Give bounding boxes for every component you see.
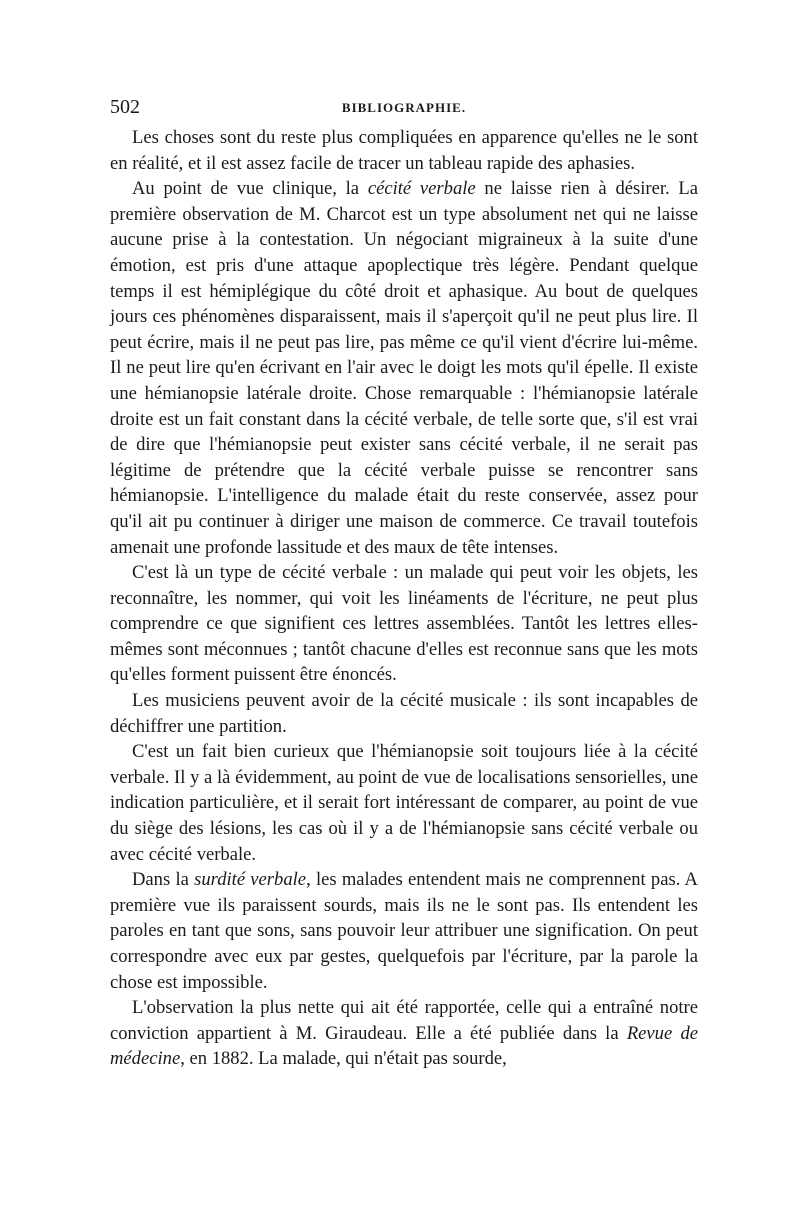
paragraph-text: Au point de vue clinique, la bbox=[132, 178, 368, 200]
paragraph-text: C'est un fait bien curieux que l'hémianopsie soit toujours liée à la cécité verbale. Il y a là évidemment, au point de vue de localisations sensorielles, une indication particulière, et il serait fort intéressant de comparer, au point de vue du siège des lésions, les cas où il y a de l'hémianopsie sans cécité verbale ou avec cécité verbale. bbox=[110, 741, 698, 865]
paragraph-2 bbox=[110, 176, 698, 560]
italic-term-surdite-verbale: surdité verbale bbox=[194, 869, 307, 891]
running-head: BIBLIOGRAPHIE. bbox=[341, 100, 467, 115]
paragraph-text: Les choses sont du reste plus compliquées en apparence qu'elles ne le sont en réalité, et il est assez facile de tracer un tableau rapide des aphasies. bbox=[110, 127, 698, 174]
paragraph-3 bbox=[110, 560, 698, 688]
paragraph-text: Dans la bbox=[132, 869, 195, 891]
page-header bbox=[110, 95, 698, 125]
paragraph-text: , en 1882. La malade, qui n'était pas sourde, bbox=[180, 1048, 507, 1070]
paragraph-text: , les malades entendent mais ne comprennent pas. A première vue ils paraissent sourds, mais ils ne le sont pas. Ils entendent les paroles en tant que sons, sans pouvoir leur attribuer une signification. On peut correspondre avec eux par gestes, quelquefois par l'écriture, par la parole la chose est impossible. bbox=[110, 869, 698, 993]
paragraph-text: Les musiciens peuvent avoir de la cécité musicale : ils sont incapables de déchiffrer une partition. bbox=[110, 690, 698, 737]
paragraph-6 bbox=[110, 867, 698, 995]
paragraph-text: ne laisse rien à désirer. La première observation de M. Charcot est un type absolument net qui ne laisse aucune prise à la contestation. Un négociant migraineux à la suite d'une émotion, est pris d'une attaque apoplectique très légère. Pendant quelque temps il est hémiplégique du côté droit et aphasique. Au bout de quelques jours ces phénomènes disparaissent, mais il s'aperçoit qu'il ne peut plus lire. Il peut écrire, mais il ne peut pas lire, pas même ce qu'il vient d'écrire lui-même. Il ne peut lire qu'en écrivant en l'air avec le doigt les mots qu'il épelle. Il existe une hémianopsie latérale droite. Chose remarquable : l'hémianopsie latérale droite est un fait constant dans la cécité verbale, de telle sorte que, s'il est vrai de dire que l'hémianopsie peut exister sans cécité verbale, il ne serait pas légitime de prétendre que la cécité verbale puisse se rencontrer sans hémianopsie. L'intelligence du malade était du reste conservée, assez pour qu'il ait pu continuer à diriger une maison de commerce. Ce travail toutefois amenait une profonde lassitude et des maux de tête intenses. bbox=[110, 178, 699, 558]
paragraph-4 bbox=[110, 688, 698, 739]
page-number: 502 bbox=[110, 96, 140, 118]
paragraph-5 bbox=[110, 739, 698, 867]
paragraph-text: L'observation la plus nette qui ait été rapportée, celle qui a entraîné notre conviction appartient à M. Giraudeau. Elle a été publiée dans la bbox=[110, 997, 698, 1044]
paragraph-text: C'est là un type de cécité verbale : un malade qui peut voir les objets, les reconnaître, les nommer, qui voit les linéaments de l'écriture, ne peut plus comprendre ce que signifient ces lettres assemblées. Tantôt les lettres elles-mêmes sont méconnues ; tantôt chacune d'elles est reconnue sans que les mots qu'elles forment puissent être énoncés. bbox=[110, 562, 698, 686]
italic-journal-title: Revue de médecine bbox=[110, 1022, 698, 1070]
book-page bbox=[110, 95, 698, 1072]
body-text bbox=[110, 125, 698, 1072]
paragraph-1 bbox=[110, 125, 698, 176]
italic-term-cecite-verbale: cécité verbale bbox=[367, 178, 476, 200]
paragraph-7 bbox=[110, 995, 698, 1072]
